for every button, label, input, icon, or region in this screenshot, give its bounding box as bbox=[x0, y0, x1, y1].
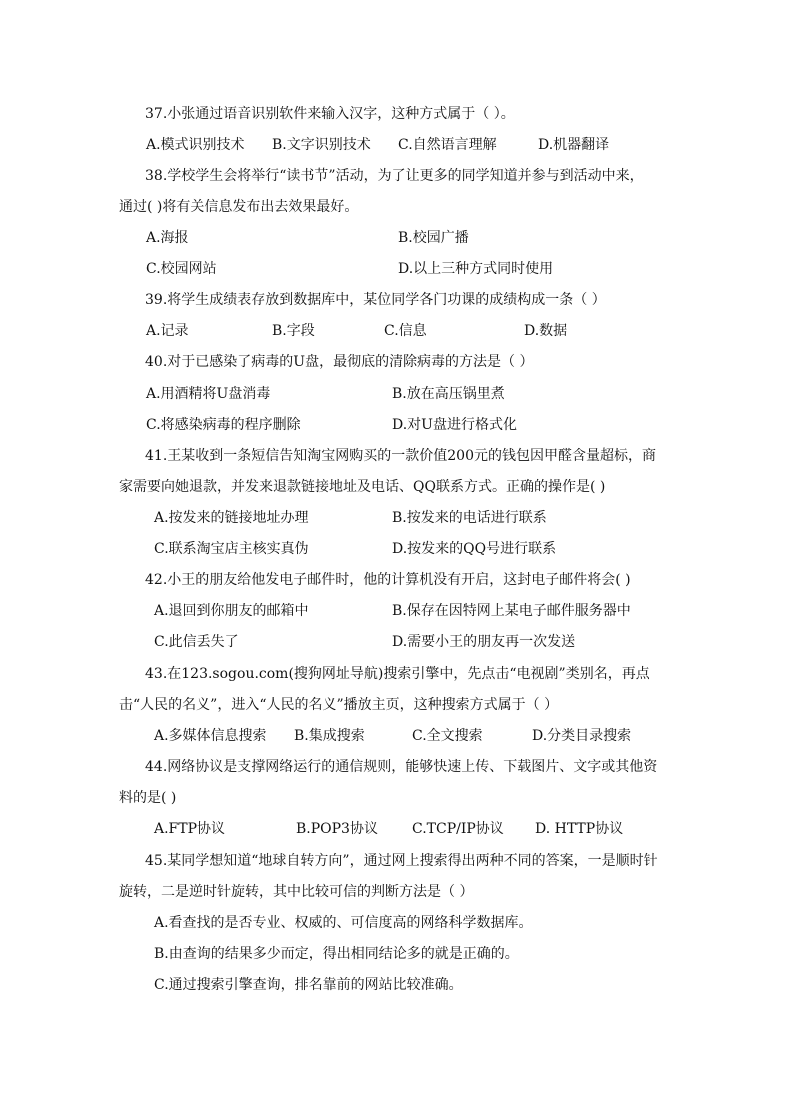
question-44-option-d: D. HTTP协议 bbox=[535, 821, 624, 837]
question-45-option-a: A.看查找的是否专业、权威的、可信度高的网络科学数据库。 bbox=[154, 915, 533, 931]
question-42-text: 42.小王的朋友给他发电子邮件时，他的计算机没有开启，这封电子邮件将会( ) bbox=[145, 572, 631, 588]
question-38-option-d: D.以上三种方式同时使用 bbox=[398, 261, 554, 277]
question-37-option-b: B.文字识别技术 bbox=[272, 137, 371, 153]
question-42-option-d: D.需要小王的朋友再一次发送 bbox=[392, 634, 576, 650]
question-44-option-a: A.FTP协议 bbox=[154, 821, 226, 837]
question-38-text-line-1: 38.学校学生会将举行“读书节”活动，为了让更多的同学知道并参与到活动中来， bbox=[145, 168, 644, 184]
question-45-text-line-2: 旋转，二是逆时针旋转，其中比较可信的判断方法是（ ） bbox=[119, 884, 474, 900]
question-44-option-c: C.TCP/IP协议 bbox=[412, 821, 504, 837]
question-39-option-b: B.字段 bbox=[272, 323, 315, 339]
question-45-option-b: B.由查询的结果多少而定，得出相同结论多的就是正确的。 bbox=[154, 946, 519, 962]
question-39-option-d: D.数据 bbox=[524, 323, 568, 339]
question-39-text: 39.将学生成绩表存放到数据库中，某位同学各门功课的成绩构成一条（ ） bbox=[145, 292, 606, 308]
question-37-option-a: A.模式识别技术 bbox=[146, 137, 245, 153]
question-40-option-b: B.放在高压锅里煮 bbox=[392, 386, 505, 402]
question-41-option-b: B.按发来的电话进行联系 bbox=[392, 510, 547, 526]
question-37-option-d: D.机器翻译 bbox=[538, 137, 610, 153]
question-42-option-c: C.此信丢失了 bbox=[154, 634, 239, 650]
question-38-text-line-2: 通过( )将有关信息发布出去效果最好。 bbox=[119, 199, 359, 215]
question-43-option-c: C.全文搜索 bbox=[412, 728, 483, 744]
question-40-option-c: C.将感染病毒的程序删除 bbox=[146, 417, 301, 433]
question-38-option-a: A.海报 bbox=[146, 230, 189, 246]
question-43-text-line-2: 击“人民的名义”，进入“人民的名义”播放主页，这种搜索方式属于（ ） bbox=[119, 697, 559, 713]
question-44-text-line-2: 料的是( ) bbox=[119, 790, 177, 806]
question-42-option-a: A.退回到你朋友的邮箱中 bbox=[154, 603, 309, 619]
question-42-option-b: B.保存在因特网上某电子邮件服务器中 bbox=[392, 603, 631, 619]
question-43-option-a: A.多媒体信息搜索 bbox=[154, 728, 267, 744]
question-43-option-b: B.集成搜索 bbox=[294, 728, 365, 744]
question-44-option-b: B.POP3协议 bbox=[296, 821, 378, 837]
question-38-option-c: C.校园网站 bbox=[146, 261, 217, 277]
question-44-text-line-1: 44.网络协议是支撑网络运行的通信规则，能够快速上传、下载图片、文字或其他资 bbox=[145, 759, 658, 775]
question-37-text: 37.小张通过语音识别软件来输入汉字，这种方式属于（ ）。 bbox=[145, 106, 515, 122]
question-40-option-d: D.对U盘进行格式化 bbox=[392, 417, 517, 433]
question-45-option-c: C.通过搜索引擎查询，排名靠前的网站比较准确。 bbox=[154, 977, 463, 993]
question-40-text: 40.对于已感染了病毒的U盘，最彻底的清除病毒的方法是（ ） bbox=[145, 354, 534, 370]
question-41-text-line-2: 家需要向她退款，并发来退款链接地址及电话、QQ联系方式。正确的操作是( ) bbox=[119, 479, 606, 495]
question-40-option-a: A.用酒精将U盘消毒 bbox=[146, 386, 271, 402]
question-39-option-c: C.信息 bbox=[384, 323, 427, 339]
question-41-option-d: D.按发来的QQ号进行联系 bbox=[392, 541, 557, 557]
question-41-text-line-1: 41.王某收到一条短信告知淘宝网购买的一款价值200元的钱包因甲醛含量超标，商 bbox=[145, 448, 656, 464]
question-43-option-d: D.分类目录搜索 bbox=[532, 728, 632, 744]
question-41-option-c: C.联系淘宝店主核实真伪 bbox=[154, 541, 309, 557]
question-41-option-a: A.按发来的链接地址办理 bbox=[154, 510, 309, 526]
question-38-option-b: B.校园广播 bbox=[398, 230, 469, 246]
question-43-text-line-1: 43.在123.sogou.com(搜狗网址导航)搜索引擎中，先点击“电视剧”类别名，再点 bbox=[145, 666, 650, 682]
question-45-text-line-1: 45.某同学想知道“地球自转方向”，通过网上搜索得出两种不同的答案，一是顺时针 bbox=[145, 853, 658, 869]
question-37-option-c: C.自然语言理解 bbox=[398, 137, 497, 153]
question-39-option-a: A.记录 bbox=[146, 323, 189, 339]
